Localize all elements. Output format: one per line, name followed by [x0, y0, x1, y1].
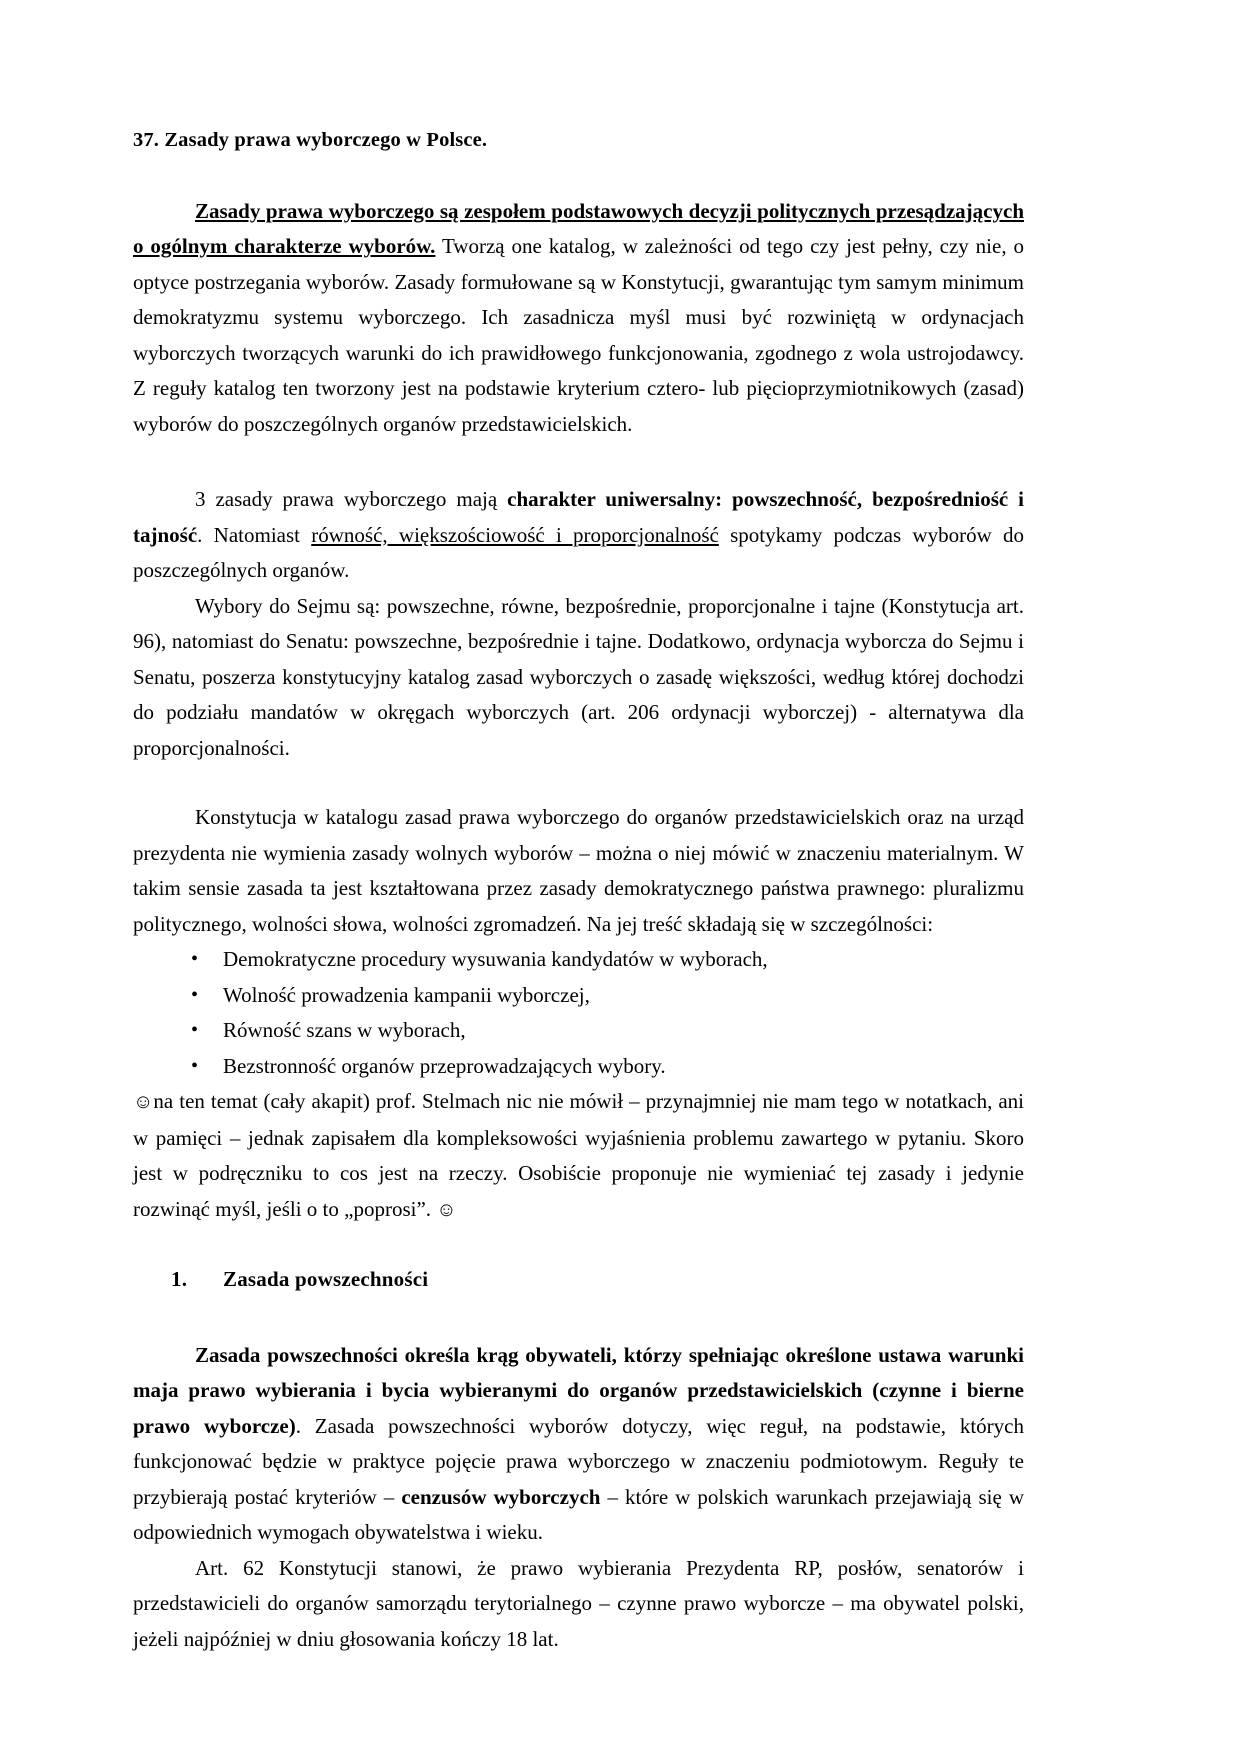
paragraph-konstytucja-text: Konstytucja w katalogu zasad prawa wyborczego do organów przedstawicielskich oraz na urząd prezydenta nie wymienia zasady wolnych wyborów – można o niej mówić w znaczeniu materialnym. W takim sensie zasada ta jest kształtowana przez zasady demokratycznego państwa prawnego: pluralizmu politycznego, wolności słowa, wolności zgromadzeń. Na jej treść składają się w szczególności:	[133, 805, 1024, 936]
paragraph-art62	[133, 1551, 1024, 1658]
three-principles-part3: spotykamy podczas wyborów do poszczególnych organów.	[133, 522, 1024, 583]
paragraph-definition	[133, 194, 1024, 443]
smiley-face-icon-end: ☺	[436, 1198, 457, 1221]
list-item-label: Równość szans w wyborach,	[223, 1018, 466, 1043]
spacer	[133, 1298, 1024, 1338]
lead-emphasis: Zasady prawa wyborczego są zespołem podstawowych decyzji politycznych przesądzających o ogólnym charakterze wyborów.	[133, 198, 1024, 259]
paragraph-sejm-senat	[133, 589, 1024, 767]
spacer	[133, 766, 1024, 800]
section-heading-list	[133, 1262, 1024, 1298]
paragraph-konstytucja	[133, 800, 1024, 942]
bullet-icon: •	[191, 1054, 199, 1077]
paragraph-author-note-text: na ten temat (cały akapit) prof. Stelmach nic nie mówił – przynajmniej nie mam tego w notatkach, ani w pamięci – jednak zapisałem dla kompleksowości wyjaśnienia problemu zawartego w pytaniu. Skoro jest w podręczniku to cos jest na rzeczy. Osobiście proponuje nie wymieniać tej zasady i jedynie rozwinąć myśl, jeśli o to „poprosi”.	[133, 1089, 1024, 1221]
cenzusow-bold: cenzusów wyborczych	[401, 1484, 601, 1509]
paragraph-author-note	[133, 1084, 1024, 1228]
section-heading-label: Zasada powszechności	[223, 1267, 429, 1292]
powszechnosc-bold-lead: Zasada powszechności określa krąg obywateli, którzy spełniając określone ustawa warunki maja prawo wybierania i bycia wybieranymi do organów przedstawicielskich (czynne i bierne prawo wyborcze)	[133, 1342, 1024, 1438]
bullet-icon: •	[191, 1019, 199, 1042]
list-item	[133, 1013, 1024, 1049]
paragraph-art62-text: Art. 62 Konstytucji stanowi, że prawo wybierania Prezydenta RP, posłów, senatorów i przedstawicieli do organów samorządu terytorialnego – czynne prawo wyborcze – ma obywatel polski, jeżeli najpóźniej w dniu głosowania kończy 18 lat.	[133, 1555, 1024, 1651]
paragraph-definition-text: Tworzą one katalog, w zależności od tego czy jest pełny, czy nie, o optyce postrzegania wyborów. Zasady formułowane są w Konstytucji, gwarantując tym samym minimum demokratyzmu systemu wyborczego. Ich zasadnicza myśl musi być rozwiniętą w ordynacjach wyborczych tworzących warunki do ich prawidłowego funkcjonowania, zgodnego z wola ustrojodawcy. Z reguły katalog ten tworzony jest na podstawie kryterium cztero- lub pięcioprzymiotnikowych (zasad) wyborów do poszczególnych organów przedstawicielskich.	[133, 234, 1024, 436]
powszechnosc-part1: . Zasada powszechności wyborów dotyczy, więc reguł, na podstawie, których funkcjonować będzie w praktyce pojęcie prawa wyborczego w znaczeniu podmiotowym. Reguły te przybierają postać kryteriów –	[133, 1413, 1024, 1509]
paragraph-sejm-senat-text: Wybory do Sejmu są: powszechne, równe, bezpośrednie, proporcjonalne i tajne (Konstytucja art. 96), natomiast do Senatu: powszechne, bezpośrednie i tajne. Dodatkowo, ordynacja wyborcza do Sejmu i Senatu, poszerza konstytucyjny katalog zasad wyborczych o zasadę większości, według której dochodzi do podziału mandatów w okręgach wyborczych (art. 206 ordynacji wyborczej) - alternatywa dla proporcjonalności.	[133, 593, 1024, 760]
spacer	[133, 442, 1024, 482]
three-principles-part2: . Natomiast	[197, 522, 312, 547]
three-principles-bold: charakter uniwersalny: powszechność, bezpośredniość i tajność	[133, 487, 1024, 547]
free-elections-list	[133, 942, 1024, 1084]
list-item	[133, 942, 1024, 978]
page-title: 37. Zasady prawa wyborczego w Polsce.	[133, 129, 488, 151]
three-principles-underline: równość, większościowość i proporcjonalność	[311, 522, 719, 547]
list-item	[133, 1049, 1024, 1085]
three-principles-part1: 3 zasady prawa wyborczego mają	[195, 487, 508, 512]
paragraph-powszechnosc	[133, 1338, 1024, 1551]
smiley-face-icon: ☺	[133, 1091, 154, 1114]
powszechnosc-part2: – które w polskich warunkach przejawiają się w odpowiednich wymogach obywatelstwa i wieku.	[133, 1484, 1025, 1545]
list-item-label: Demokratyczne procedury wysuwania kandydatów w wyborach,	[223, 947, 768, 972]
section-heading-powszechnosc	[133, 1262, 1024, 1298]
list-item-label: Wolność prowadzenia kampanii wyborczej,	[223, 982, 590, 1007]
section-number: 1.	[171, 1267, 188, 1292]
list-item-label: Bezstronność organów przeprowadzających wybory.	[223, 1053, 666, 1078]
paragraph-three-principles	[133, 482, 1024, 589]
list-item	[133, 978, 1024, 1014]
bullet-icon: •	[191, 983, 199, 1006]
bullet-icon: •	[191, 948, 199, 971]
spacer	[133, 1228, 1024, 1262]
